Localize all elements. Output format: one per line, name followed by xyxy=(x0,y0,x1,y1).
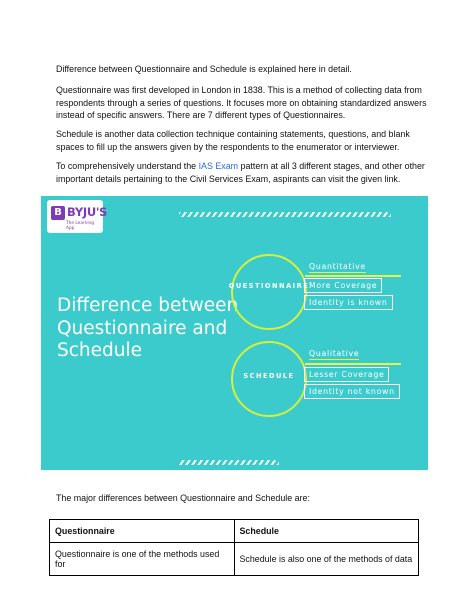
table-header-row xyxy=(50,520,419,543)
table-intro-paragraph: The major differences between Questionnaire and Schedule are: xyxy=(56,493,310,503)
ias-text-after: pattern at all 3 different stages, and other other important details pertaining to the Civil Services Exam, aspirants can visit the given link. xyxy=(56,161,425,184)
questionnaire-circle-label: QUESTIONNAIRE xyxy=(228,282,310,290)
ias-text-before: To comprehensively understand the xyxy=(56,161,199,171)
questionnaire-circle xyxy=(231,254,307,330)
byjus-logo xyxy=(47,200,108,233)
questionnaire-point-3: Identity is known xyxy=(304,295,393,310)
table-header-questionnaire: Questionnaire xyxy=(50,520,235,543)
infographic-title: Difference between Questionnaire and Schedule xyxy=(57,295,239,361)
logo-name: BYJU'S xyxy=(67,205,108,219)
table-cell: Questionnaire is one of the methods used for xyxy=(50,543,235,576)
schedule-circle-label: SCHEDULE xyxy=(243,372,295,380)
questionnaire-point-2: More Coverage xyxy=(304,278,382,293)
comparison-infographic xyxy=(41,196,428,470)
logo-tagline: The Learning App xyxy=(66,221,95,231)
schedule-paragraph: Schedule is another data collection technique containing statements, questions, and blank spaces to fill up the answers given by the respondents to the enumerator or interviewer. xyxy=(56,129,410,152)
questionnaire-connector-line xyxy=(305,275,401,277)
table-header-schedule: Schedule xyxy=(234,520,419,543)
table-row xyxy=(50,543,419,576)
ias-link-paragraph xyxy=(56,160,436,185)
ias-exam-link[interactable]: IAS Exam xyxy=(198,161,239,171)
schedule-point-1: Qualitative xyxy=(309,349,360,358)
schedule-point-3: Identity not known xyxy=(304,384,400,399)
table-cell: Schedule is also one of the methods of data xyxy=(234,543,419,576)
schedule-point-2: Lesser Coverage xyxy=(304,367,389,382)
logo-mark: B xyxy=(51,206,65,220)
intro-paragraph: Difference between Questionnaire and Schedule is explained here in detail. xyxy=(56,64,352,74)
questionnaire-paragraph: Questionnaire was first developed in London in 1838. This is a method of collecting data from respondents through a series of questions. It focuses more on obtaining standardized answers instead of specific answers. There are 7 different types of Questionnaires. xyxy=(56,85,427,120)
schedule-connector-line xyxy=(305,363,401,365)
bottom-stripes-decoration xyxy=(179,460,279,465)
comparison-table xyxy=(49,519,419,576)
questionnaire-point-1: Quantitative xyxy=(309,262,366,271)
top-stripes-decoration xyxy=(179,212,391,217)
